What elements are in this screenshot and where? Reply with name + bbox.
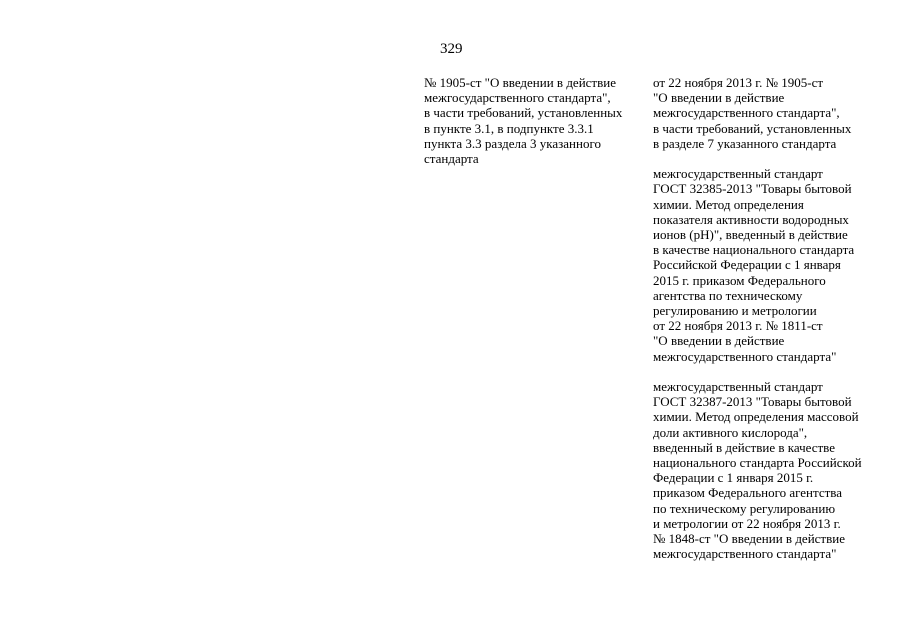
text-line: в качестве национального стандарта [653, 242, 855, 258]
text-line: межгосударственного стандарта", [424, 90, 611, 106]
left-column [424, 75, 639, 166]
text-line: национального стандарта Российской [653, 455, 862, 471]
text-line: № 1905-ст "О введении в действие [424, 75, 616, 90]
text-line: межгосударственного стандарта", [653, 105, 840, 121]
text-line: и метрологии от 22 ноября 2013 г. [653, 515, 841, 531]
text-line: химии. Метод определения [653, 196, 804, 212]
text-line: от 22 ноября 2013 г. № 1905-ст [653, 75, 824, 90]
text-line: стандарта [424, 151, 479, 167]
text-line: ГОСТ 32387-2013 "Товары бытовой [653, 394, 852, 410]
right-column [653, 75, 898, 561]
text-line: регулированию и метрологии [653, 303, 817, 319]
text-paragraph [653, 75, 898, 151]
text-line: Федерации с 1 января 2015 г. [653, 470, 814, 486]
text-line: показателя активности водородных [653, 211, 849, 227]
text-line: в части требований, установленных [653, 120, 852, 136]
text-line: ионов (pH)", введенный в действие [653, 227, 848, 243]
text-line: химии. Метод определения массовой [653, 409, 859, 425]
text-line: введенный в действие в качестве [653, 439, 836, 455]
text-line: агентства по техническому [653, 287, 803, 303]
text-paragraph [653, 166, 898, 364]
text-line: по техническому регулированию [653, 500, 836, 516]
text-line: в части требований, установленных [424, 105, 623, 121]
text-line: межгосударственный стандарт [653, 379, 823, 395]
text-line: межгосударственного стандарта" [653, 546, 837, 562]
text-line: в разделе 7 указанного стандарта [653, 135, 837, 151]
text-line: доли активного кислорода", [653, 424, 808, 440]
text-line: от 22 ноября 2013 г. № 1811-ст [653, 318, 823, 334]
page-number: 329 [440, 41, 463, 57]
text-line: "О введении в действие [653, 333, 785, 349]
text-line: приказом Федерального агентства [653, 485, 843, 501]
text-line: межгосударственный стандарт [653, 166, 823, 182]
text-paragraph [653, 379, 898, 561]
text-line: "О введении в действие [653, 90, 785, 106]
text-line: № 1848-ст "О введении в действие [653, 531, 845, 547]
text-line: в пункте 3.1, в подпункте 3.3.1 [424, 120, 594, 136]
text-line: ГОСТ 32385-2013 "Товары бытовой [653, 181, 852, 197]
text-line: 2015 г. приказом Федерального [653, 272, 826, 288]
text-line: Российской Федерации с 1 января [653, 257, 841, 273]
text-line: пункта 3.3 раздела 3 указанного [424, 135, 601, 151]
text-line: межгосударственного стандарта" [653, 348, 837, 364]
text-paragraph [424, 75, 639, 166]
